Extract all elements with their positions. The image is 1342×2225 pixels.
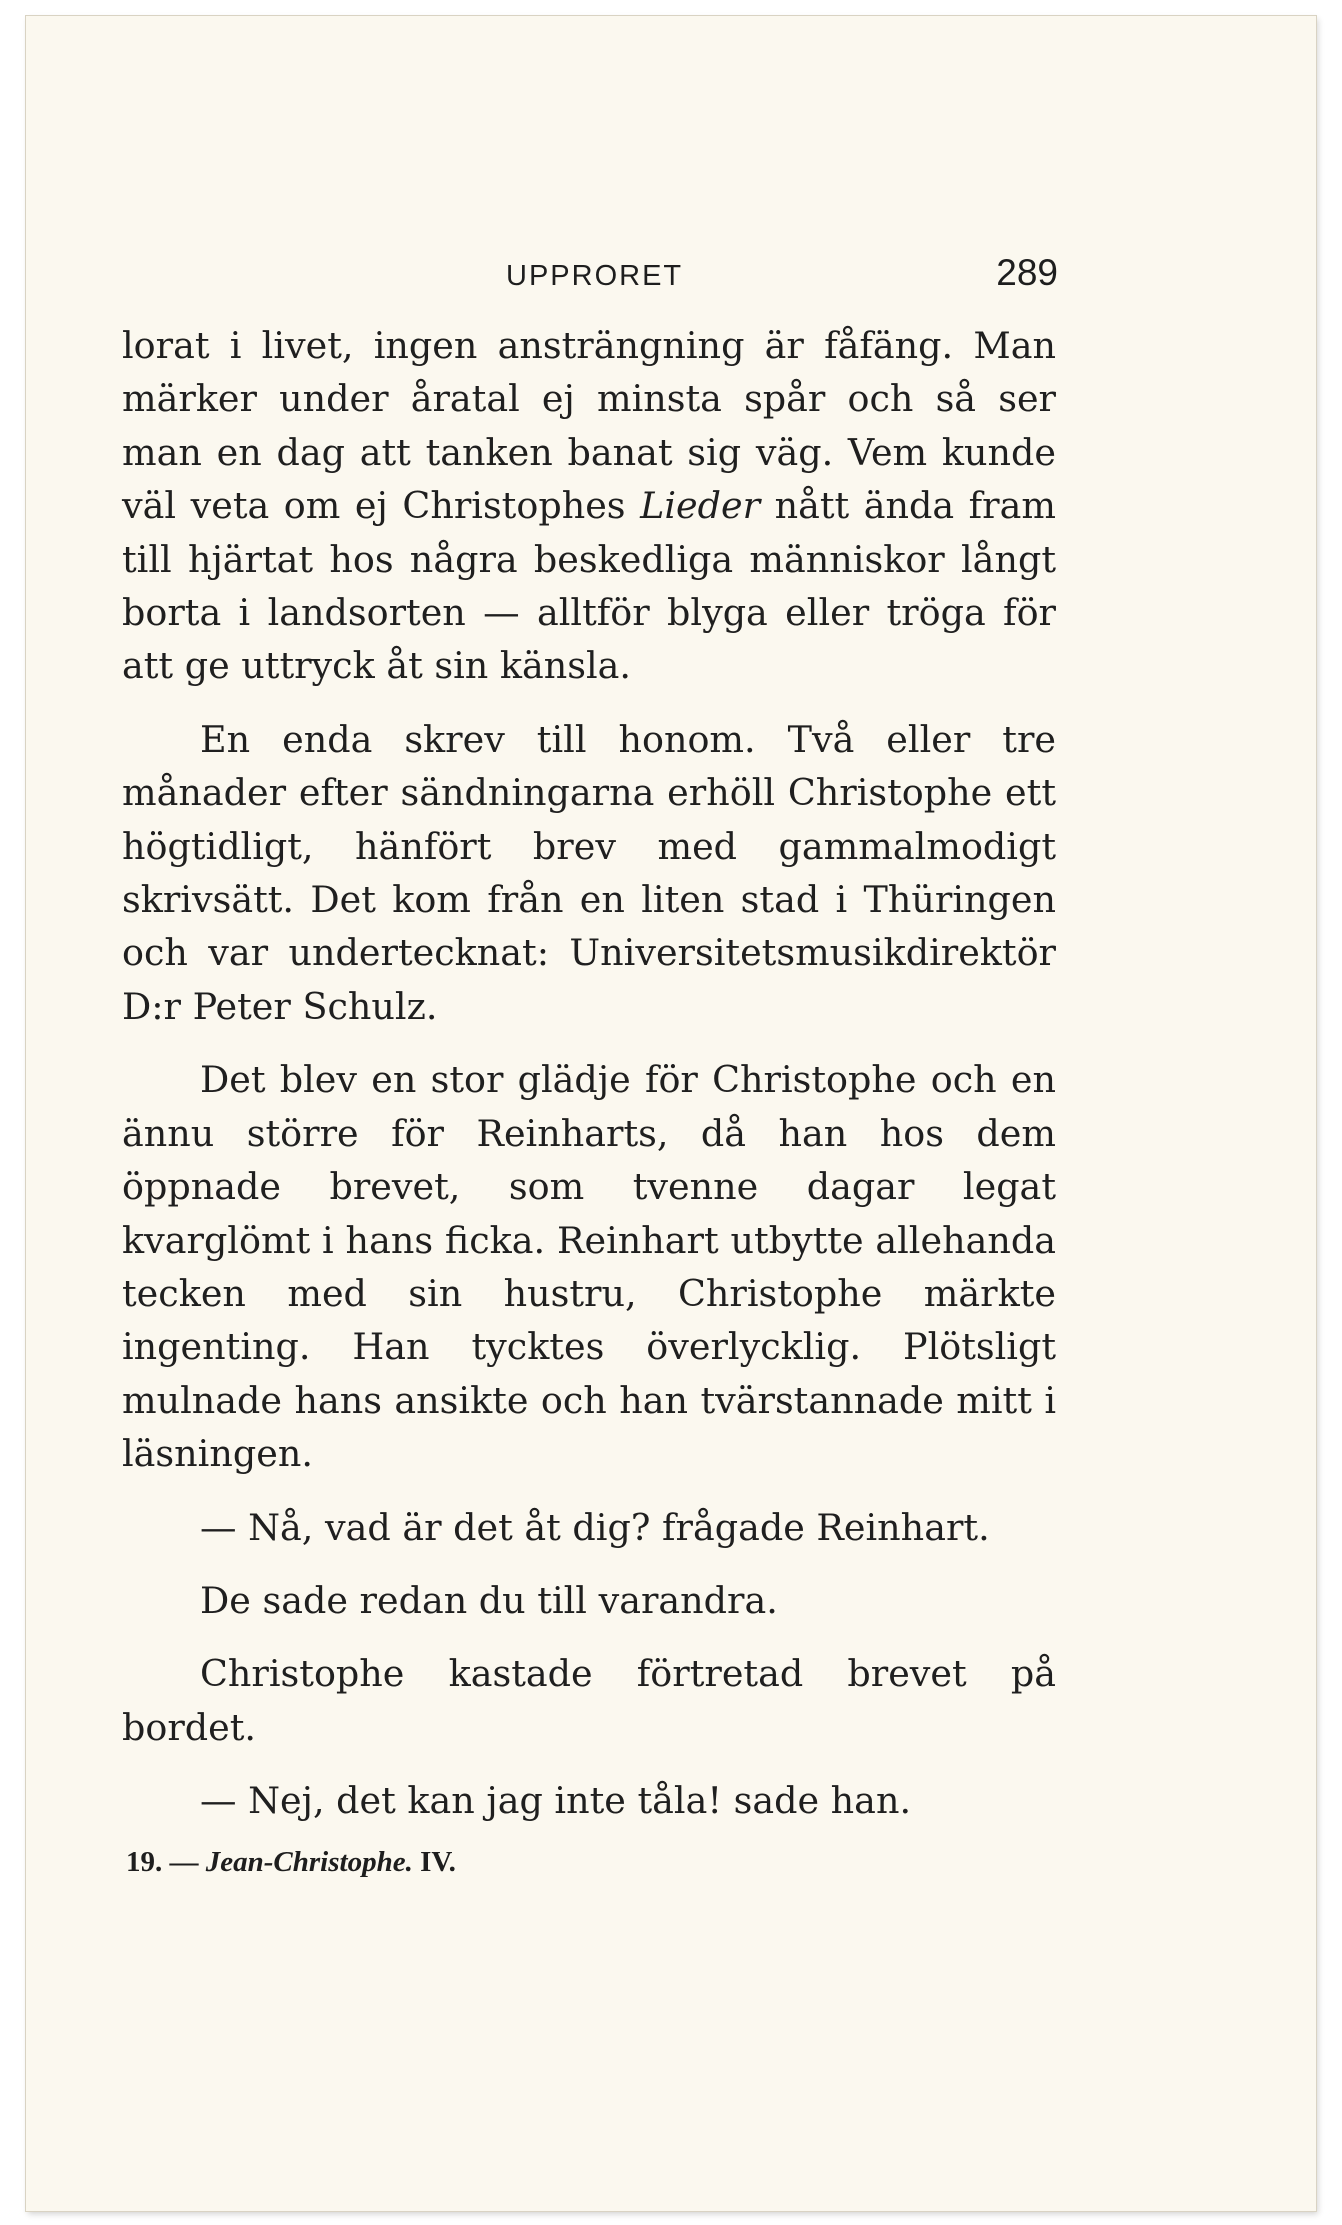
printer-signature <box>126 1846 456 1879</box>
paragraph-6: Christophe kastade förtretad brevet på bordet. <box>122 1652 1056 1749</box>
paragraph-4: — Nå, vad är det åt dig? frågade Reinhart. <box>200 1505 990 1549</box>
page-number: 289 <box>996 252 1058 293</box>
paragraph-1-part-b: nått ända fram till hjärtat hos några beskedliga människor långt borta i landsorten — alltför blyga eller tröga för att ge uttryck åt sin känsla. <box>122 484 1057 688</box>
italic-title-lieder: Lieder <box>640 484 761 528</box>
signature-title: Jean-Christophe. <box>205 1846 413 1878</box>
book-page <box>26 16 1316 2211</box>
running-title: UPPRORET <box>506 260 684 292</box>
signature-prefix: 19. — <box>126 1846 206 1878</box>
paragraph-3: Det blev en stor glädje för Christophe och en ännu större för Reinharts, då han hos dem öppnade brevet, som tvenne dagar legat kvarglömt i hans ficka. Reinhart utbytte allehanda tecken med sin hustru, Christophe märkte ingenting. Han tycktes överlycklig. Plötsligt mulnade hans ansikte och han tvärstannade mitt i läsningen. <box>122 1058 1056 1476</box>
paragraph-1 <box>122 319 1056 693</box>
paragraph-2: En enda skrev till honom. Två eller tre månader efter sändningarna erhöll Christophe ett högtidligt, hänfört brev med gammalmodigt skrivsätt. Det kom från en liten stad i Thüringen och var undertecknat: Universitetsmusikdirektör D:r Peter Schulz. <box>122 717 1056 1028</box>
paragraph-1-part-a: lorat i livet, ingen ansträngning är fåfäng. Man märker under åratal ej minsta spår och så ser man en dag att tanken banat sig väg. Vem kunde väl veta om ej Christophes <box>122 324 1056 528</box>
body-text <box>122 319 1056 1828</box>
paragraph-7: — Nej, det kan jag inte tåla! sade han. <box>200 1779 912 1823</box>
paragraph-5: De sade redan du till varandra. <box>200 1578 778 1622</box>
signature-volume: IV. <box>412 1846 456 1878</box>
running-header <box>26 246 1316 306</box>
